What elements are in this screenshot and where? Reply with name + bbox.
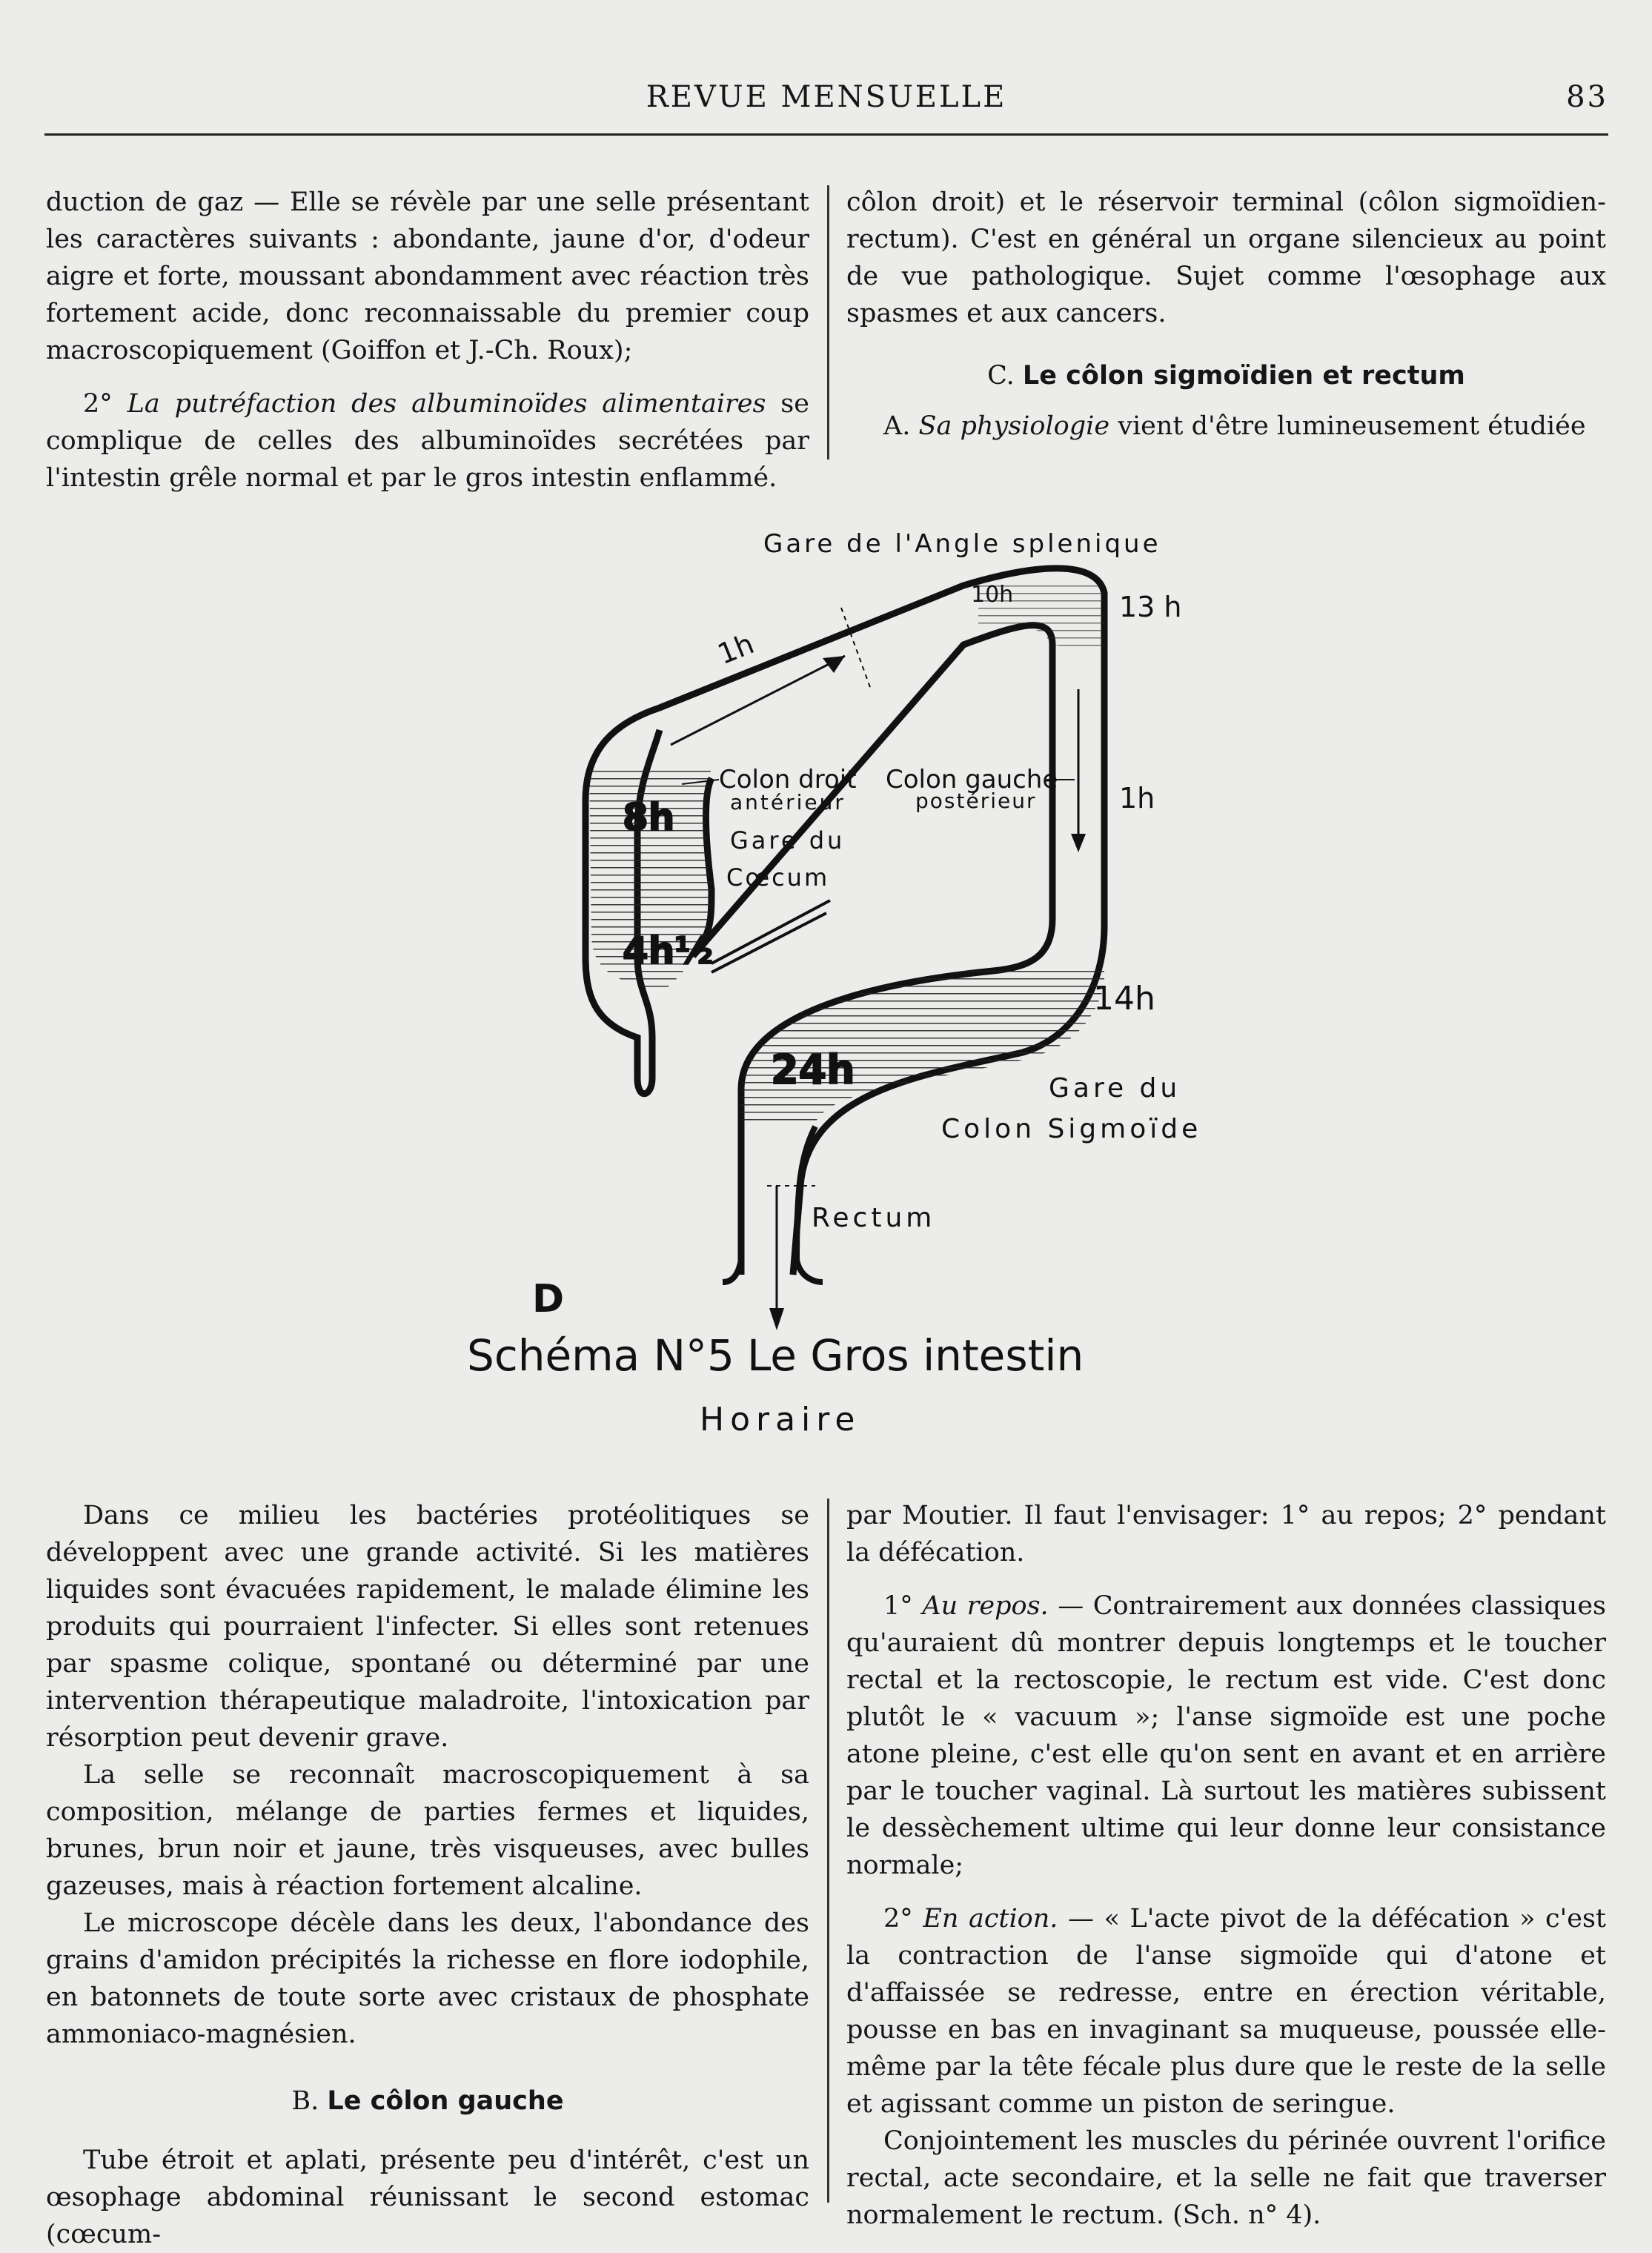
label-rectum: Rectum [812,1203,936,1233]
label-gare-du-coecum: Gare du [730,826,846,855]
label-colon-droit: Colon droit [719,765,857,794]
journal-title: REVUE MENSUELLE [646,80,1007,114]
rectum-tube [723,1126,741,1282]
italic-term: En action. [923,1904,1058,1934]
paragraph-text: vient d'être lumineusement étudiée [1118,411,1586,441]
page-number: 83 [1566,80,1608,114]
label-coecum: Cœcum [726,863,830,892]
label-4h: 4h½ [623,929,714,972]
list-number: 2° [883,1904,913,1934]
paragraph-text: — « L'acte pivot de la défécation » c'est la contraction de l'anse sigmoïde qui d'atone et d'affaissée se redresse, entre en érection véritable, pousse en bas en invaginant sa muqueuse, poussée elle-même par la tête fécale plus dure que le reste de la selle et agissant comme un piston de seringue. [846,1904,1606,2119]
paragraph: par Moutier. Il faut l'envisager: 1° au repos; 2° pendant la défécation. [846,1501,1606,1567]
figure-caption-title: Le Gros intestin [747,1330,1084,1381]
arrowhead [769,1308,784,1330]
label-8h: 8h [623,796,675,839]
dashed-marker [841,608,871,689]
label-14h: 14h [1093,980,1155,1018]
section-heading [46,2083,809,2120]
paragraph: duction de gaz — Elle se révèle par une selle présentant les caractères suivants : abondante, jaune d'or, d'odeur aigre et forte, moussant abondamment avec réaction très fortement acide, donc reconnaissable du premier coup macroscopiquement (Goiffon et J.-Ch. Roux); [46,188,809,365]
paragraph-text: se complique de celles des albuminoïdes secrétées par l'intestin grêle normal et par le gros intestin enflammé. [46,389,809,493]
paragraph [846,1587,1606,1884]
list-number: 1° [883,1591,913,1621]
italic-term: Sa physiologie [918,411,1110,441]
bottom-right-column [846,1497,1606,2234]
intestine-inner-wall [693,626,1052,1275]
label-1h-right: 1h [1119,782,1155,814]
italic-term: Au repos. [922,1591,1049,1621]
paragraph: Tube étroit et aplati, présente peu d'intérêt, c'est un œsophage abdominal réunissant le second estomac (cœcum- [46,2146,809,2249]
monogram: D [532,1277,565,1321]
label-24h: 24h [771,1046,855,1093]
flow-arrow-coecum-2 [711,913,826,972]
italic-term: La putréfaction des albuminoïdes alimentaires [127,389,766,419]
label-colon-sigmoide: Colon Sigmoïde [941,1114,1202,1144]
paragraph [846,1900,1606,2123]
paragraph: La selle se reconnaît macroscopiquement à sa composition, mélange de parties fermes et liquides, brunes, brun noir et jaune, très visqueuses, avec bulles gazeuses, mais à réaction fortement alcaline. [46,1760,809,1901]
label-13h: 13 h [1119,591,1182,623]
heading-text: Le côlon sigmoïdien et rectum [1022,361,1465,391]
label-anterieur: antérieur [730,790,846,814]
label-gare-du-sigmoide: Gare du [1049,1073,1181,1104]
label-colon-gauche: Colon gauche [886,765,1058,794]
column-separator [827,1499,829,2203]
figure-caption-schema: Schéma N°5 [467,1330,734,1381]
bottom-left-column [46,1497,809,2253]
heading-letter: C. [987,361,1015,391]
paragraph: côlon droit) et le réservoir terminal (côlon sigmoïdien-rectum). C'est en général un organe silencieux au point de vue pathologique. Sujet comme l'œsophage aux spasmes et aux cancers. [846,188,1606,328]
paragraph-text: — Contrairement aux données classiques qu'auraient dû montrer depuis longtemps et le toucher rectal et la rectoscopie, le rectum est vide. C'est donc plutôt le « vacuum »; l'anse sigmoïde est une poche atone pleine, c'est elle qu'on sent en avant et en arrière par le toucher vaginal. Là surtout les matières subissent le dessèchement ultime qui leur donne leur consistance normale; [846,1591,1606,1880]
label-10h: 10h [971,582,1014,608]
label-posterieur: postérieur [915,789,1037,813]
list-number: 2° [83,389,113,419]
figure-caption-subtitle: Horaire [700,1401,861,1439]
paragraph: Dans ce milieu les bactéries protéolitiques se développent avec une grande activité. Si les matières liquides sont évacuées rapidement, le malade élimine les produits qui pourraient l'infecter. Si elles sont retenues par spasme colique, spontané ou déterminé par une intervention thérapeutique maladroite, l'intoxication par résorption peut devenir grave. [46,1501,809,1753]
heading-letter: B. [291,2086,319,2116]
heading-text: Le côlon gauche [327,2086,564,2116]
paragraph: Conjointement les muscles du périnée ouvrent l'orifice rectal, acte secondaire, et la selle ne fait que traverser normalement le rectum. (Sch. n° 4). [846,2126,1606,2230]
paragraph: Le microscope décèle dans les deux, l'abondance des grains d'amidon précipités la richesse en flore iodophile, en batonnets de toute sorte avec cristaux de phosphate ammoniaco-magnésien. [46,1908,809,2049]
paragraph-lead: A. [883,411,911,441]
label-gare-angle: Gare de l'Angle splenique [763,529,1161,559]
label-1h-top: 1h [713,627,759,671]
arrowhead [1071,834,1086,852]
